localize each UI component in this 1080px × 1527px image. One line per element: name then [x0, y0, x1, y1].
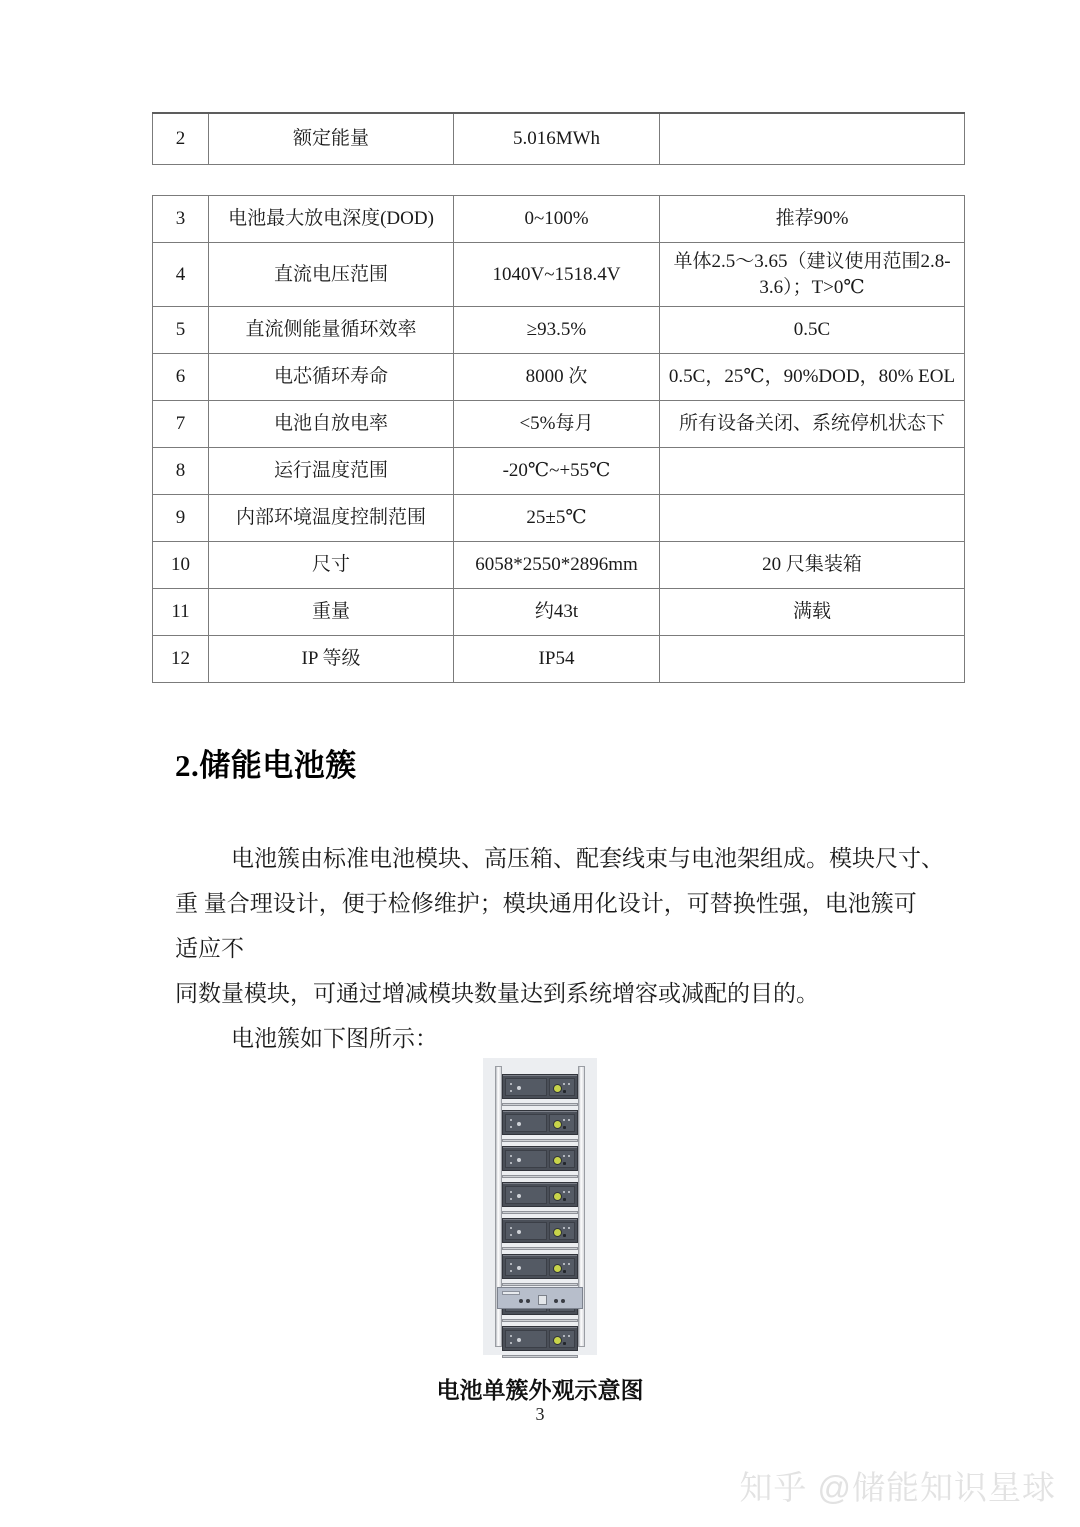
cell-item: 额定能量 — [209, 113, 454, 165]
rack-shelf-icon — [502, 1139, 578, 1142]
paragraph-line: 同数量模块，可通过增减模块数量达到系统增容或减配的目的。 — [175, 981, 819, 1006]
module-body-icon — [505, 1114, 547, 1132]
cell-item: IP 等级 — [209, 636, 454, 683]
module-body-icon — [505, 1186, 547, 1204]
rack-shelf-icon — [502, 1103, 578, 1106]
cell-note: 单体2.5～3.65（建议使用范围2.8-3.6）；T>0℃ — [660, 243, 965, 307]
cell-value: 25±5℃ — [454, 495, 660, 542]
cell-item: 尺寸 — [209, 542, 454, 589]
cell-no: 8 — [153, 448, 209, 495]
cell-item: 运行温度范围 — [209, 448, 454, 495]
cell-note — [660, 113, 965, 165]
battery-module-stack — [502, 1074, 578, 1362]
cell-value: ≥93.5% — [454, 307, 660, 354]
module-body-icon — [505, 1258, 547, 1276]
cell-value: 6058*2550*2896mm — [454, 542, 660, 589]
module-connector-icon — [549, 1330, 575, 1348]
spec-table-main — [152, 195, 965, 683]
module-connector-icon — [549, 1186, 575, 1204]
rack-shelf-icon — [502, 1355, 578, 1358]
cell-note — [660, 448, 965, 495]
cell-no: 11 — [153, 589, 209, 636]
battery-module — [502, 1110, 578, 1135]
cell-item: 电池最大放电深度(DOD) — [209, 196, 454, 243]
cell-no: 3 — [153, 196, 209, 243]
table-row — [153, 401, 965, 448]
cell-value: 0~100% — [454, 196, 660, 243]
cell-value: -20℃~+55℃ — [454, 448, 660, 495]
battery-module — [502, 1218, 578, 1243]
cell-item: 直流侧能量循环效率 — [209, 307, 454, 354]
table-row — [153, 542, 965, 589]
spec-table-top — [152, 112, 965, 165]
cell-no: 2 — [153, 113, 209, 165]
cell-note — [660, 636, 965, 683]
battery-module — [502, 1254, 578, 1279]
cell-no: 4 — [153, 243, 209, 307]
cell-no: 7 — [153, 401, 209, 448]
battery-module — [502, 1326, 578, 1351]
cell-value: 5.016MWh — [454, 113, 660, 165]
cell-note — [660, 495, 965, 542]
cell-no: 6 — [153, 354, 209, 401]
module-body-icon — [505, 1078, 547, 1096]
cell-value: 8000 次 — [454, 354, 660, 401]
paragraph-line: 电池簇由标准电池模块、高压箱、配套线束与电池架组成。模块尺寸、 — [231, 846, 944, 871]
module-body-icon — [505, 1222, 547, 1240]
module-body-icon — [505, 1330, 547, 1348]
cell-item: 直流电压范围 — [209, 243, 454, 307]
module-connector-icon — [549, 1222, 575, 1240]
rack-shelf-icon — [502, 1283, 578, 1286]
cell-value: 约43t — [454, 589, 660, 636]
cell-no: 10 — [153, 542, 209, 589]
table-row — [153, 589, 965, 636]
section-heading: 2.储能电池簇 — [175, 748, 357, 783]
module-connector-icon — [549, 1078, 575, 1096]
cell-no: 9 — [153, 495, 209, 542]
paragraph-line: 电池簇如下图所示： — [231, 1026, 438, 1051]
cell-value: IP54 — [454, 636, 660, 683]
cell-item: 电池自放电率 — [209, 401, 454, 448]
table-row — [153, 495, 965, 542]
battery-module — [502, 1074, 578, 1099]
cell-note: 推荐90% — [660, 196, 965, 243]
cell-note: 满载 — [660, 589, 965, 636]
rack-shelf-icon — [502, 1175, 578, 1178]
table-row — [153, 196, 965, 243]
table-row — [153, 636, 965, 683]
paragraph-line: 适应不 — [175, 936, 244, 961]
module-connector-icon — [549, 1114, 575, 1132]
cell-no: 5 — [153, 307, 209, 354]
module-connector-icon — [549, 1150, 575, 1168]
battery-cluster-figure — [483, 1058, 597, 1355]
cell-no: 12 — [153, 636, 209, 683]
battery-module — [502, 1146, 578, 1171]
cell-note: 0.5C，25℃，90%DOD，80% EOL — [660, 354, 965, 401]
cell-item: 内部环境温度控制范围 — [209, 495, 454, 542]
cell-note: 所有设备关闭、系统停机状态下 — [660, 401, 965, 448]
cell-item: 重量 — [209, 589, 454, 636]
table-row — [153, 243, 965, 307]
cell-note: 0.5C — [660, 307, 965, 354]
table-row — [153, 354, 965, 401]
cell-note: 20 尺集装箱 — [660, 542, 965, 589]
high-voltage-box-icon — [497, 1287, 583, 1309]
paragraph-line: 重 量合理设计，便于检修维护；模块通用化设计，可替换性强，电池簇可 — [175, 891, 917, 916]
cell-value: <5%每月 — [454, 401, 660, 448]
figure-caption: 电池单簇外观示意图 — [436, 1378, 644, 1403]
cell-value: 1040V~1518.4V — [454, 243, 660, 307]
battery-module — [502, 1182, 578, 1207]
table-row — [153, 307, 965, 354]
rack-shelf-icon — [502, 1319, 578, 1322]
table-row — [153, 448, 965, 495]
watermark: 知乎 @储能知识星球 — [739, 1469, 1056, 1506]
module-body-icon — [505, 1150, 547, 1168]
rack-shelf-icon — [502, 1247, 578, 1250]
page-number: 3 — [535, 1404, 545, 1424]
module-connector-icon — [549, 1258, 575, 1276]
cell-item: 电芯循环寿命 — [209, 354, 454, 401]
table-row — [153, 113, 965, 165]
rack-shelf-icon — [502, 1211, 578, 1214]
